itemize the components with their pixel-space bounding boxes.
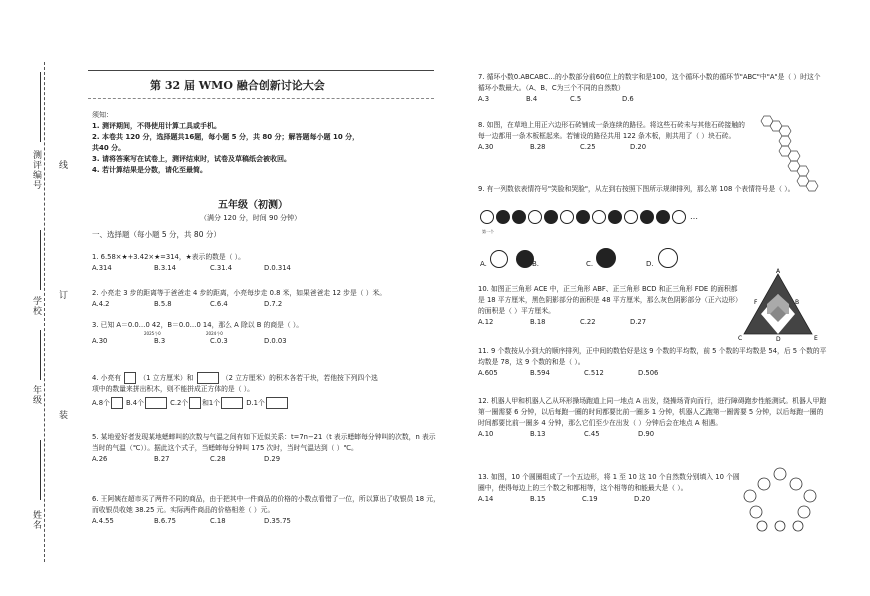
small-cube-icon <box>111 397 123 409</box>
question-text: 13. 如图，10 个圆圈组成了一个五边形，将 1 至 10 这 10 个自然数分别填入 10 个圆圈中，使得每边上的三个数之和都相等，这个相等的和能最大是（ ）。 <box>478 473 740 492</box>
first-label: 第一个 <box>482 229 494 234</box>
label-d: D <box>776 336 781 342</box>
label-bind: 订 <box>57 290 67 300</box>
question-text: （2 立方厘米）的积木各若干块，若他按下列四个选 <box>221 374 378 382</box>
notice-item: 3. 请将答案写在试卷上，测评结束时，试卷及草稿纸会被收回。 <box>92 155 291 163</box>
label-a: A <box>776 268 781 275</box>
option-c: C.45 <box>584 430 600 438</box>
question-5 <box>92 432 442 465</box>
smile-face-icon <box>624 210 638 224</box>
large-cube-icon <box>197 372 219 384</box>
option-c: C.18 <box>210 517 226 525</box>
option-c: C.2个 <box>170 399 189 407</box>
question-text: 项中的数量来拼出积木，则不能拼成正方体的是（ ）。 <box>92 385 254 393</box>
question-text: 6. 王阿姨在超市买了两件不同的商品，由于把其中一件商品的价格的小数点看错了一位，所以算出了收银员 18 元，而收银员收她 38.25 元。实际两件商品的价格相差（ ）元。 <box>92 495 440 514</box>
note-zeros-b: 2024个0 <box>206 331 223 336</box>
field-line-grade <box>40 330 41 380</box>
label-name: 姓名 <box>31 510 41 530</box>
option-b: B.5.8 <box>154 300 172 308</box>
option-d: D.0.03 <box>264 337 287 345</box>
option-d: D.6 <box>622 95 634 103</box>
option-b: B.594 <box>530 369 550 377</box>
option-c: C.6.4 <box>210 300 228 308</box>
option-c: C.31.4 <box>210 264 233 272</box>
emoji-sequence <box>480 210 780 226</box>
option-d: D.20 <box>630 143 647 151</box>
option-a: A. <box>480 260 487 268</box>
label-e: E <box>814 335 818 342</box>
exam-subtitle: （满分 120 分，时间 90 分钟） <box>200 214 302 222</box>
option-d: D.7.2 <box>264 300 283 308</box>
question-10 <box>478 284 740 328</box>
option-b: B.28 <box>530 143 546 151</box>
option-d: D.1个 <box>246 399 265 407</box>
option-b: B. <box>532 260 540 268</box>
question-8 <box>478 120 750 153</box>
option-c: C.5 <box>570 95 582 103</box>
smile-face-icon <box>672 210 686 224</box>
sad-face-icon <box>658 248 678 268</box>
label-b: B <box>795 299 800 306</box>
sad-face-icon <box>512 210 526 224</box>
label-school: 学校 <box>31 296 41 316</box>
option-a: A.26 <box>92 455 108 463</box>
grade-title: 五年级（初测） <box>218 200 288 211</box>
ellipsis: … <box>690 212 698 221</box>
question-text: 4. 小亮有 <box>92 374 122 382</box>
binding-dashed-line <box>44 62 45 562</box>
smile-face-icon <box>528 210 542 224</box>
smile-face-dark-icon <box>596 248 616 268</box>
large-cube-icon <box>266 397 288 409</box>
option-c: C.512 <box>584 369 604 377</box>
note-zeros-a: 2025个0 <box>144 331 161 336</box>
option-d: D. <box>646 260 654 268</box>
question-2 <box>92 288 442 310</box>
question-text: 12. 机器人甲和机器人乙从环形操场跑道上同一地点 A 出发，绕操场背向而行，进行障碍跑步性能测试。机器人甲跑第一圈需要 6 分钟，以后每跑一圈的时间都要比前一圈多 1 分钟，机器人乙跑第一圈需要 5 分钟，以后每跑一圈的时间都要比前一圈多 4 分钟，那么它们至少在出发（ ）分钟后会在地点 A 相遇。 <box>478 397 827 427</box>
question-text: 11. 9 个数按从小到大的顺序排列，正中间的数恰好是这 9 个数的平均数，前 5 个数的平均数是 54，后 5 个数的平均数是 78，这 9 个数的和是（ ）。 <box>478 347 827 366</box>
sad-face-icon <box>516 250 534 268</box>
option-a: A.8个 <box>92 399 110 407</box>
label-staple: 装 <box>57 410 67 420</box>
label-grade: 年级 <box>31 385 41 405</box>
sad-face-icon <box>640 210 654 224</box>
question-13 <box>478 472 740 505</box>
question-1 <box>92 252 442 274</box>
option-extra: 和1个 <box>202 399 221 407</box>
question-text: 9. 有一列数依表情符号"笑脸和哭脸"，从左到右按照下图所示规律排列，那么第 108 个表情符号是（ ）。 <box>478 185 795 193</box>
option-a: A.30 <box>92 337 108 345</box>
notice-item: 4. 若计算结果是分数，请化至最简。 <box>92 166 207 174</box>
option-c: C.19 <box>582 495 598 503</box>
option-b: B.18 <box>530 318 546 326</box>
sad-face-icon <box>496 210 510 224</box>
triangle-figure <box>736 266 820 342</box>
notice-block <box>92 110 359 176</box>
section-heading: 一、选择题（每小题 5 分，共 80 分） <box>92 230 221 239</box>
question-text: 1. 6.58×★+3.42×★=314，★表示的数是（ ）。 <box>92 253 245 261</box>
option-b: B.15 <box>530 495 546 503</box>
large-cube-icon <box>221 397 243 409</box>
smile-face-icon <box>490 250 508 268</box>
option-d: D.29 <box>264 455 281 463</box>
notice-item: 共40 分。 <box>92 144 126 152</box>
question-text: 7. 循环小数0.ABCABC…的小数部分前60位上的数字和是100，这个循环小数的循环节"ABC"中"A"是（ ）时这个循环小数最大。（A、B、C为三个不同的自然数） <box>478 73 821 92</box>
option-d: D.506 <box>638 369 659 377</box>
question-text: 2. 小亮走 3 步的距离等于爸爸走 4 步的距离，小亮每步走 0.8 米，如果爸爸走 12 步是（ ）米。 <box>92 289 387 297</box>
option-a: A.4.2 <box>92 300 110 308</box>
option-c: C.22 <box>580 318 596 326</box>
option-c: C. <box>586 260 594 268</box>
option-d: D.20 <box>634 495 651 503</box>
option-b: B.3 <box>154 337 166 345</box>
option-a: A.30 <box>478 143 494 151</box>
sad-face-icon <box>608 210 622 224</box>
sad-face-icon <box>544 210 558 224</box>
option-b: B.27 <box>154 455 170 463</box>
question-text: 8. 如图，在草地上用正六边形石砖铺成一条连续的路径。将这些石砖未与其他石砖接触的每一边都用一条木板框起来。若铺设的路径共用 122 条木板，则共用了（ ）块石砖。 <box>478 121 745 140</box>
option-a: A.10 <box>478 430 494 438</box>
option-a: A.605 <box>478 369 498 377</box>
field-line-school <box>40 230 41 290</box>
smile-face-icon <box>560 210 574 224</box>
option-a: A.12 <box>478 318 494 326</box>
question-text: （1 立方厘米）和 <box>139 374 194 382</box>
option-c: C.25 <box>580 143 596 151</box>
notice-heading: 须知： <box>92 111 113 119</box>
label-cut-line: 线 <box>57 160 67 170</box>
option-d: D.27 <box>630 318 647 326</box>
option-d: D.35.75 <box>264 517 291 525</box>
label-c: C <box>738 335 743 342</box>
question-9-options <box>480 248 720 270</box>
option-b: B.4个 <box>125 399 144 407</box>
question-text: 3. 已知 A＝0.0…0 42，B＝0.0…0 14，那么 A 除以 B 的商是（ ）。 <box>92 321 304 329</box>
small-cube-icon <box>124 372 136 384</box>
smile-face-icon <box>480 210 494 224</box>
question-9 <box>478 184 823 195</box>
option-b: B.6.75 <box>154 517 176 525</box>
sad-face-icon <box>656 210 670 224</box>
option-b: B.4 <box>526 95 538 103</box>
option-b: B.3.14 <box>154 264 176 272</box>
question-6 <box>92 494 442 527</box>
option-c: C.0.3 <box>210 337 228 345</box>
option-d: D.90 <box>638 430 655 438</box>
option-b: B.13 <box>530 430 546 438</box>
question-7 <box>478 72 823 105</box>
question-12 <box>478 396 828 440</box>
question-11 <box>478 346 828 379</box>
page-title: 第 32 届 WMO 融合创新讨论大会 <box>150 79 325 92</box>
field-line-name <box>40 440 41 500</box>
notice-item: 2. 本卷共 120 分，选择题共16题，每小题 5 分，共 80 分；解答题每小题 10 分， <box>92 133 360 141</box>
option-d: D.0.314 <box>264 264 291 272</box>
sad-face-icon <box>576 210 590 224</box>
smile-face-icon <box>592 210 606 224</box>
option-a: A.314 <box>92 264 112 272</box>
header-top-rule <box>88 70 434 71</box>
option-c: C.28 <box>210 455 226 463</box>
option-a: A.4.55 <box>92 517 114 525</box>
question-4 <box>92 372 442 409</box>
large-cube-icon <box>145 397 167 409</box>
pentagon-circles-figure <box>742 466 818 532</box>
binding-margin <box>0 0 67 596</box>
option-a: A.14 <box>478 495 494 503</box>
header-bottom-rule <box>88 98 434 99</box>
question-text: 10. 如图正三角形 ACE 中，正三角形 ABF、正三角形 BCD 和正三角形 FDE 的面积都是 18 平方厘米，黑色阴影部分的面积是 48 平方厘米，那么灰色阴影部分（正六边形）的面积是（ ）平方厘米。 <box>478 285 739 315</box>
question-3 <box>92 320 442 347</box>
small-cube-icon <box>189 397 201 409</box>
option-a: A.3 <box>478 95 490 103</box>
label-f: F <box>754 299 758 306</box>
label-test-id: 测评编号 <box>31 150 41 190</box>
notice-item: 1. 测评期间，不得使用计算工具或手机。 <box>92 122 221 130</box>
field-line-id <box>40 72 41 142</box>
question-text: 5. 某地爱好者发现某地蟋蟀叫的次数与气温之间有如下近似关系：t=7n−21（t 表示蟋蟀每分钟叫的次数，n 表示当时的气温（℃））。据此这个式子，当蟋蟀每分钟叫 175 次时，当时气温达到（ ）℃。 <box>92 433 436 452</box>
